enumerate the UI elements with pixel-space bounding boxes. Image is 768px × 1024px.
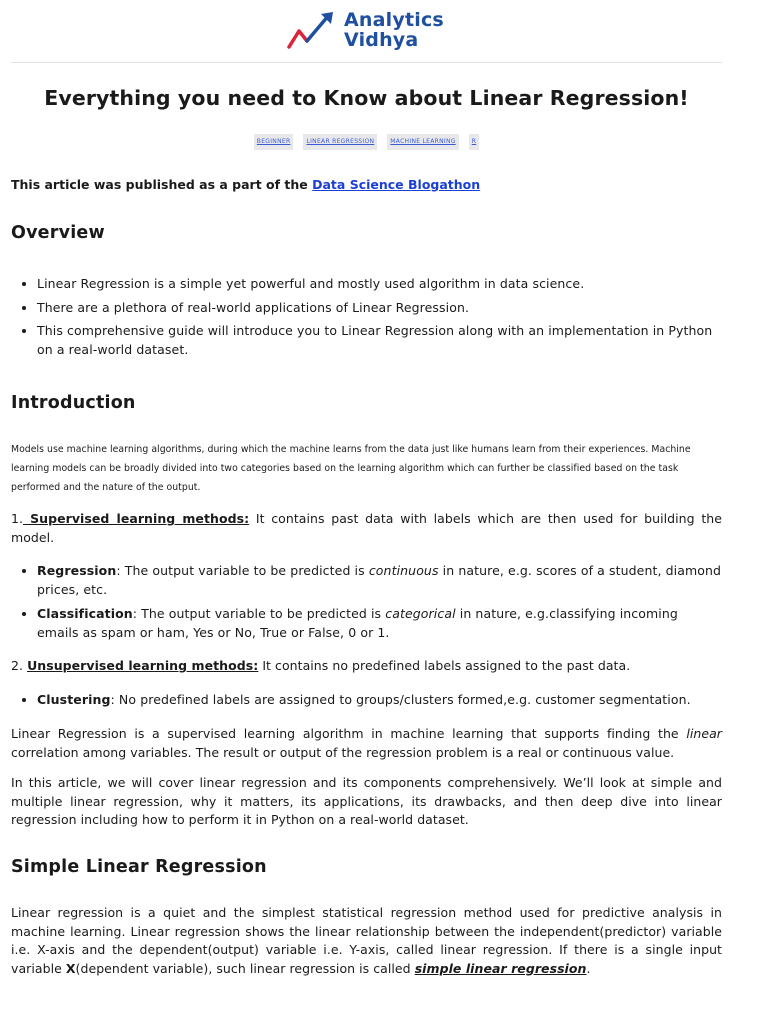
emph-linear: linear	[686, 726, 722, 741]
emph-continuous: continuous	[368, 563, 439, 578]
simple-linear-regression-link[interactable]: simple linear regression	[414, 960, 587, 976]
tag-beginner[interactable]: BEGINNER	[254, 134, 294, 150]
regression-text-post: in nature, e.g. scores of a student, diamond prices, etc.	[37, 563, 722, 597]
term-classification: Classification	[37, 606, 133, 621]
supervised-list	[11, 562, 722, 642]
brand-name	[344, 10, 444, 50]
unsupervised-paragraph	[11, 657, 722, 676]
linear-regression-paragraph	[11, 725, 722, 762]
article-title: Everything you need to Know about Linear Regression!	[44, 86, 689, 110]
cover-paragraph: In this article, we will cover linear regression and its components comprehensively. We’ll look at simple and multiple linear regression, why it matters, its applications, its drawbacks, and then deep dive into linear regression including how to perform it in Python on a real-world dataset.	[11, 775, 722, 827]
simple-linear-regression-heading: Simple Linear Regression	[11, 857, 267, 877]
site-logo[interactable]	[287, 10, 467, 54]
clustering-text: : No predefined labels are assigned to groups/clusters formed,e.g. customer segmentation.	[110, 692, 691, 707]
classification-text-pre: : The output variable to be predicted is	[132, 606, 386, 621]
term-regression: Regression	[37, 563, 117, 578]
overview-item: • There are a plethora of real-world applications of Linear Regression.	[37, 299, 722, 318]
tag-r[interactable]: R	[469, 134, 479, 150]
supervised-label: Supervised learning methods:	[23, 511, 250, 526]
tag-machine-learning[interactable]: MACHINE LEARNING	[387, 134, 458, 150]
unsupervised-item-clustering	[37, 691, 722, 710]
term-clustering: Clustering	[37, 692, 111, 707]
published-prefix: This article was published as a part of the	[11, 177, 313, 192]
header-divider	[11, 62, 722, 63]
slr-text-mid: (dependent variable), such linear regression is called	[75, 960, 415, 976]
overview-heading: Overview	[11, 223, 105, 243]
regression-text-pre: : The output variable to be predicted is	[116, 563, 369, 578]
slr-text-pre: Linear regression is a quiet and the simplest statistical regression method used for predictive analysis in machine learning. Linear regression shows the linear relationship between the independent(predictor) variable i.e. X-axis and the dependent(output) variable i.e. Y-axis, called linear regression. If there is a single input variable	[11, 905, 722, 976]
linear-text-pre: Linear Regression is a supervised learning algorithm in machine learning that supports finding the	[11, 726, 687, 741]
slr-text-end: .	[586, 960, 591, 976]
overview-item: • This comprehensive guide will introduce you to Linear Regression along with an implementation in Python on a real-world dataset.	[37, 322, 722, 359]
tag-list	[11, 134, 722, 150]
blogathon-link[interactable]: Data Science Blogathon	[312, 177, 481, 192]
analytics-vidhya-logo-icon	[287, 11, 337, 51]
overview-item: • Linear Regression is a simple yet powerful and mostly used algorithm in data science.	[37, 275, 722, 294]
linear-text-post: correlation among variables. The result or output of the regression problem is a real or continuous value.	[11, 744, 675, 760]
classification-text-post: in nature, e.g.classifying incoming emails as spam or ham, Yes or No, True or False, 0 or 1.	[37, 606, 678, 640]
supervised-number: 1.	[11, 511, 24, 526]
supervised-item-regression	[37, 562, 722, 599]
published-note	[11, 177, 480, 193]
overview-list	[11, 275, 722, 359]
supervised-paragraph	[11, 510, 722, 547]
unsupervised-list	[11, 691, 722, 710]
brand-line-2: Vidhya	[344, 29, 419, 51]
supervised-text: It contains past data with labels which are then used for building the model.	[11, 511, 722, 545]
unsupervised-label: Unsupervised learning methods:	[27, 658, 259, 673]
brand-line-1: Analytics	[344, 9, 444, 31]
supervised-item-classification	[37, 605, 722, 642]
emph-categorical: categorical	[385, 606, 456, 621]
unsupervised-text: It contains no predefined labels assigned to the past data.	[258, 658, 631, 673]
intro-paragraph: Models use machine learning algorithms, during which the machine learns from the data just like humans learn from their experiences. Machine learning models can be broadly divided into two categories based on the learning algorithm which can further be classified based on the task performed and the nature of the output.	[11, 444, 691, 493]
unsupervised-number: 2.	[11, 658, 28, 673]
tag-linear-regression[interactable]: LINEAR REGRESSION	[303, 134, 377, 150]
introduction-heading: Introduction	[11, 393, 136, 413]
slr-paragraph	[11, 904, 722, 978]
variable-x: X	[65, 960, 76, 976]
